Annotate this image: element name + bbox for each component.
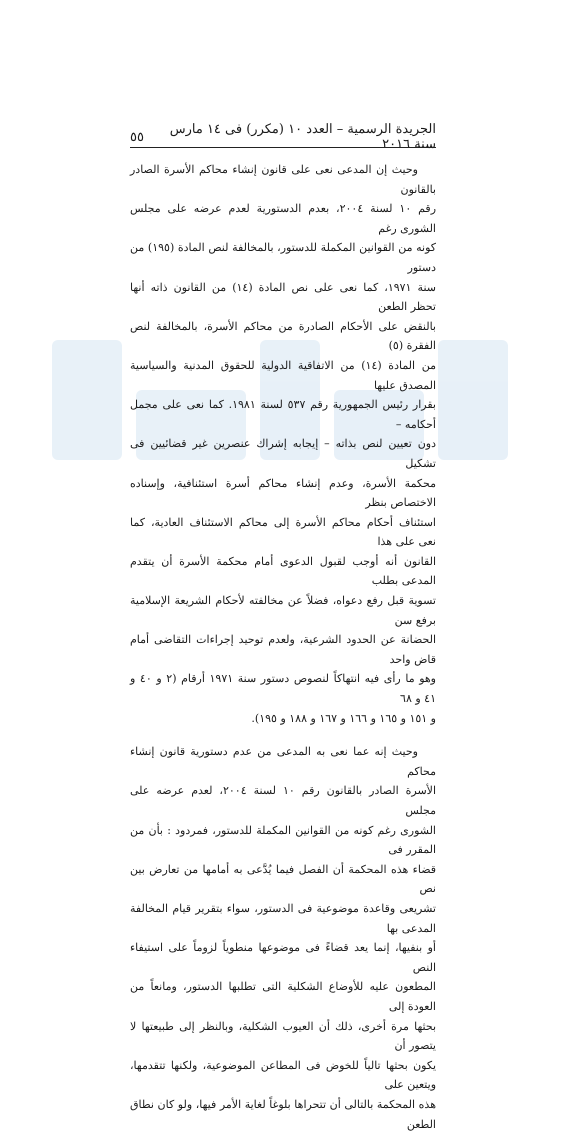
- document-body: [130, 160, 436, 1148]
- header-divider: [130, 147, 436, 148]
- page-header: [130, 122, 436, 152]
- paragraph: وحيث إنه عما نعى به المدعى من عدم دستورية قانون إنشاء محاكم الأسرة الصادر بالقانون رقم ١٠ لسنة ٢٠٠٤، لعدم عرضه على مجلس الشورى رغم كونه من القوانين المكملة للدستور، فمردود : بأن من المقرر فى قضاء هذه المحكمة أن الفصل فيما يُدَّعى به أمامها من تعارض بين نص تشريعى وقاعدة موضوعية فى الدستور، سواء بتقرير قيام المخالفة المدعى بها أو بنفيها، إنما يعد قضاءً فى موضوعها منطوياً لزوماً على استيفاء النص المطعون عليه للأوضاع الشكلية التى تطلبها الدستور، ومانعاً من العودة إلى بحثها مرة أخرى، ذلك أن العيوب الشكلية، وبالنظر إلى طبيعتها لا يتصور أن يكون بحثها تالياً للخوض فى المطاعن الموضوعية، ولكنها تتقدمها، ويتعين على هذه المحكمة بالتالى أن تتحراها بلوغاً لغاية الأمر فيها، ولو كان نطاق الطعن: [130, 745, 436, 1131]
- paragraph: وحيث إن المدعى نعى على قانون إنشاء محاكم الأسرة الصادر بالقانون رقم ١٠ لسنة ٢٠٠٤، بعدم الدستورية لعدم عرضه على مجلس الشورى رغم كونه من القوانين المكملة للدستور، بالمخالفة لنص المادة (١٩٥) من دستور سنة ١٩٧١، كما نعى على نص المادة (١٤) من القانون ذاته أنها تحظر الطعن بالنقض على الأحكام الصادرة من محاكم الأسرة، بالمخالفة لنص الفقرة (٥) من المادة (١٤) من الاتفاقية الدولية للحقوق المدنية والسياسية المصدق عليها بقرار رئيس الجمهورية رقم ٥٣٧ لسنة ١٩٨١. كما نعى على مجمل أحكامه – دون تعيين لنص بذاته – إيجابه إشراك عنصرين غير قضائيين فى تشكيل محكمة الأسرة، وعدم إنشاء محاكم أسرة استئنافية، وإسناده الاختصاص بنظر استئناف أحكام محاكم الأسرة إلى محاكم الاستئناف العادية، كما نعى على هذا القانون أنه أوجب لقبول الدعوى أمام محكمة الأسرة أن يتقدم المدعى بطلب تسوية قبل رفع دعواه، فضلاً عن مخالفته لأحكام الشريعة الإسلامية برفع سن الحضانة عن الحدود الشرعية، ولعدم توحيد إجراءات التقاضى أمام قاض واحد وهو ما رأى فيه انتهاكاً لنصوص دستور سنة ١٩٧١ أرقام (٢ و ٤٠ و ٤١ و ٦٨ و ١٥١ و ١٦٥ و ١٦٦ و ١٦٧ و ١٨٨ و ١٩٥).: [130, 163, 437, 725]
- page-number: ٥٥: [130, 129, 144, 145]
- journal-title: الجريدة الرسمية – العدد ١٠ (مكرر) فى ١٤ مارس سنة ٢٠١٦: [169, 122, 436, 152]
